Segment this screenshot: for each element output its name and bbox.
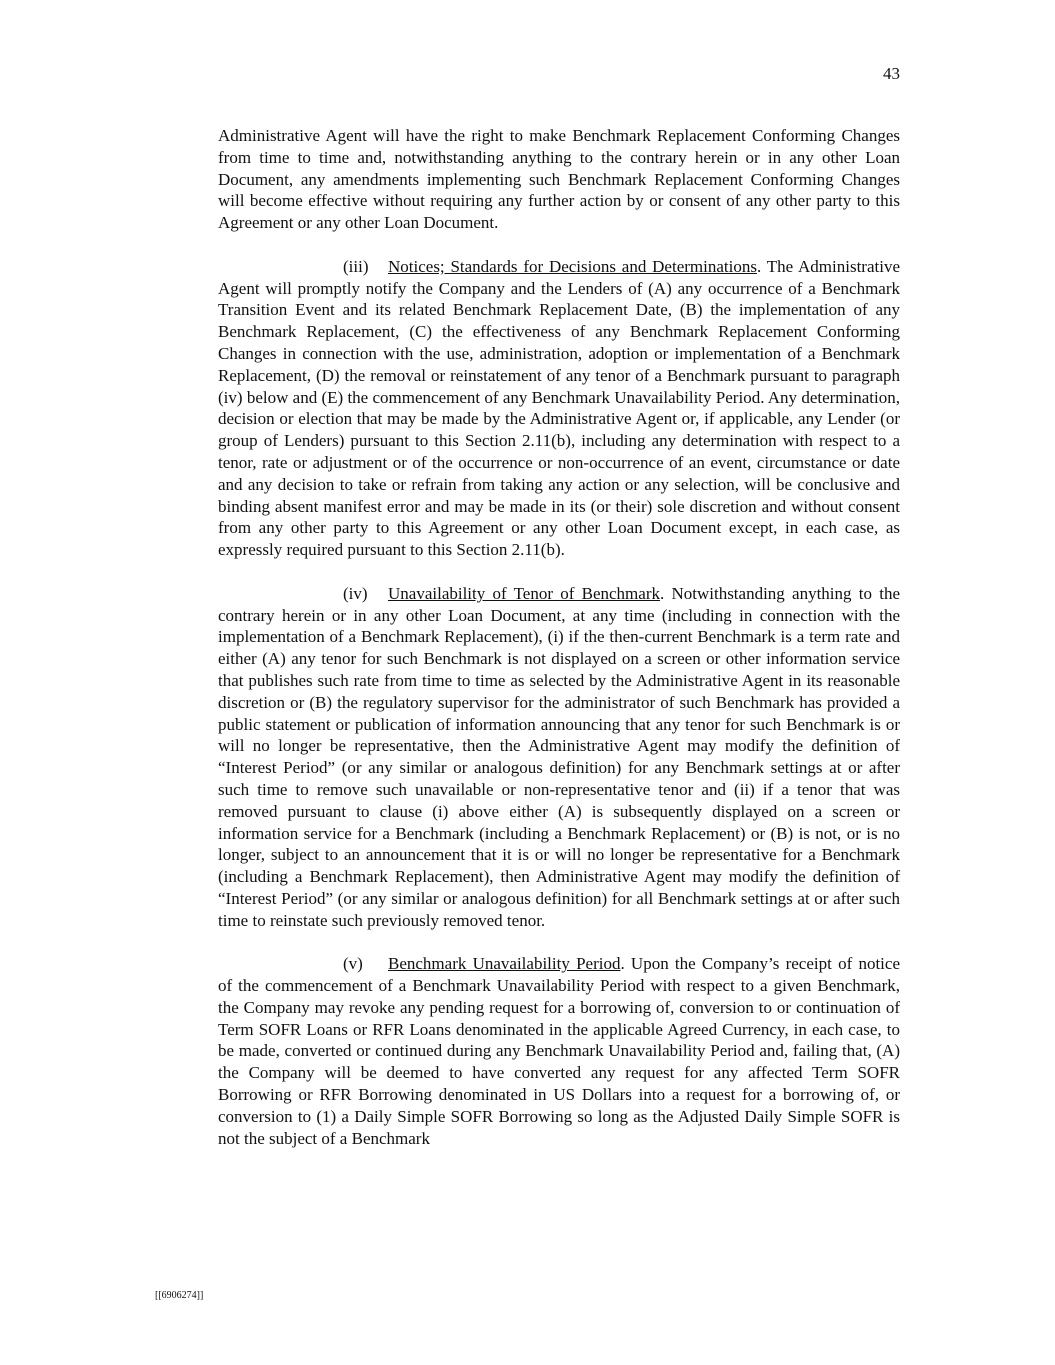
- paragraph-continuation: Administrative Agent will have the right to make Benchmark Replacement Conforming Changes from time to time and, notwithstanding anything to the contrary herein or in any other Loan Document, any amendments implementing such Benchmark Replacement Conforming Changes will become effective without requiring any further action by or consent of any other party to this Agreement or any other Loan Document.: [218, 126, 900, 233]
- paragraph-number: (v): [343, 954, 363, 974]
- paragraph-number: (iii): [343, 256, 369, 276]
- paragraph-text: . Notwithstanding anything to the contrary herein or in any other Loan Document, at any time (including in connection with the implementation of a Benchmark Replacement), (i) if the then-current Benchmark is a term rate and either (A) any tenor for such Benchmark is not displayed on a screen or other information service that publishes such rate from time to time as selected by the Administrative Agent in its reasonable discretion or (B) the regulatory supervisor for the administrator of such Benchmark has provided a public statement or publication of information announcing that any tenor for such Benchmark is or will no longer be representative, then the Administrative Agent may modify the definition of “Interest Period” (or any similar or analogous definition) for any Benchmark settings at or after such time to remove such unavailable or non-representative tenor and (ii) if a tenor that was removed pursuant to clause (i) above either (A) is subsequently displayed on a screen or information service for a Benchmark (including a Benchmark Replacement) or (B) is not, or is no longer, subject to an announcement that it is or will no longer be representative for a Benchmark (including a Benchmark Replacement), then Administrative Agent may modify the definition of “Interest Period” (or any similar or analogous definition) for all Benchmark settings at or after such time to reinstate such previously removed tenor.: [218, 583, 900, 930]
- paragraph-unavailability-tenor: [218, 583, 900, 932]
- paragraph-text: . Upon the Company’s receipt of notice of the commencement of a Benchmark Unavailability Period with respect to a given Benchmark, the Company may revoke any pending request for a borrowing of, conversion to or continuation of Term SOFR Loans or RFR Loans denominated in the applicable Agreed Currency, in each case, to be made, converted or continued during any Benchmark Unavailability Period and, failing that, (A) the Company will be deemed to have converted any request for any affected Term SOFR Borrowing or RFR Borrowing denominated in US Dollars into a request for a borrowing of, or conversion to (1) a Daily Simple SOFR Borrowing so long as the Adjusted Daily Simple SOFR is not the subject of a Benchmark: [218, 954, 900, 1148]
- document-id-footer: [[6906274]]: [155, 1290, 204, 1301]
- page-number: 43: [883, 64, 900, 83]
- section-heading: Notices; Standards for Decisions and Determinations: [388, 256, 757, 276]
- paragraph-notices: [218, 256, 900, 561]
- paragraph-unavailability-period: [218, 953, 900, 1149]
- paragraph-text: . The Administrative Agent will promptly notify the Company and the Lenders of (A) any occurrence of a Benchmark Transition Event and its related Benchmark Replacement Date, (B) the implementation of any Benchmark Replacement, (C) the effectiveness of any Benchmark Replacement Conforming Changes in connection with the use, administration, adoption or implementation of a Benchmark Replacement, (D) the removal or reinstatement of any tenor of a Benchmark pursuant to paragraph (iv) below and (E) the commencement of any Benchmark Unavailability Period. Any determination, decision or election that may be made by the Administrative Agent or, if applicable, any Lender (or group of Lenders) pursuant to this Section 2.11(b), including any determination with respect to a tenor, rate or adjustment or of the occurrence or non-occurrence of an event, circumstance or date and any decision to take or refrain from taking any action or any selection, will be conclusive and binding absent manifest error and may be made in its (or their) sole discretion and without consent from any other party to this Agreement or any other Loan Document except, in each case, as expressly required pursuant to this Section 2.11(b).: [218, 256, 901, 560]
- section-heading: Benchmark Unavailability Period: [388, 954, 621, 974]
- document-body: [218, 125, 900, 1171]
- paragraph-number: (iv): [343, 583, 368, 603]
- section-heading: Unavailability of Tenor of Benchmark: [388, 583, 660, 603]
